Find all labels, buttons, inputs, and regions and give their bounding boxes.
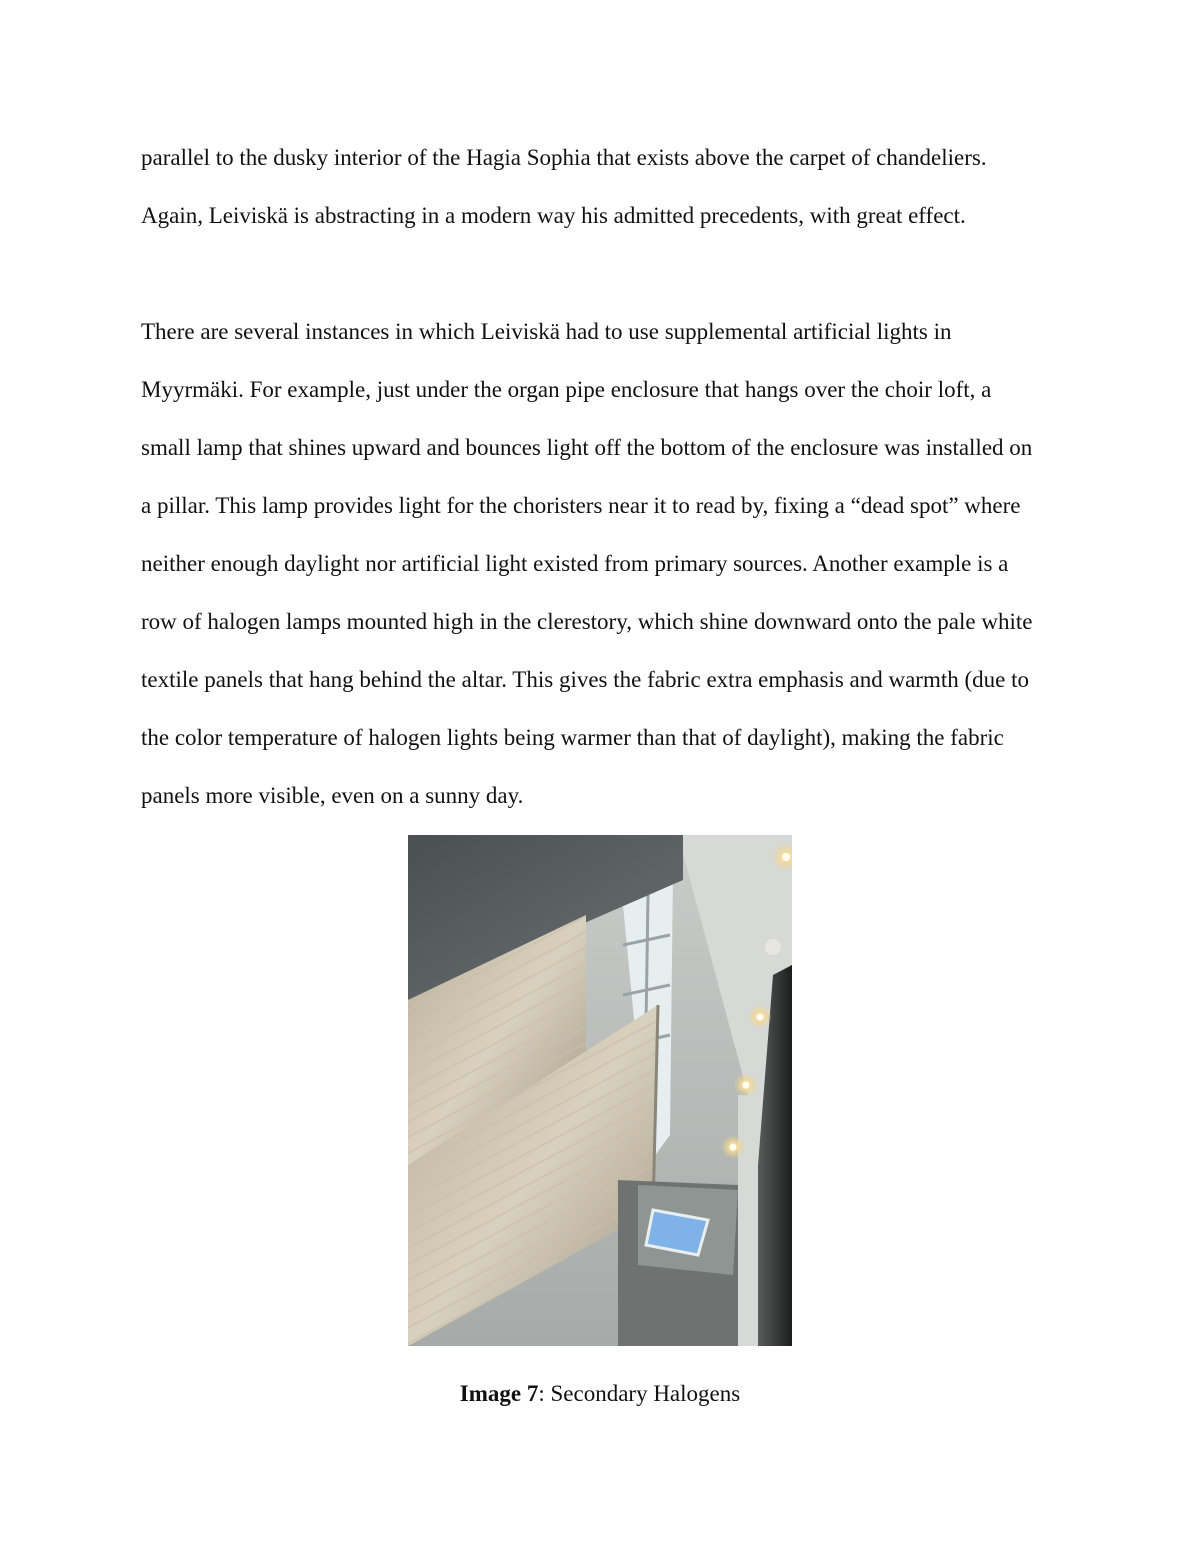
paragraph-2-line-5: neither enough daylight nor artificial light existed from primary sources. Another example is a xyxy=(141,551,1009,576)
paragraph-2-line-2: Myyrmäki. For example, just under the organ pipe enclosure that hangs over the choir loft, a xyxy=(141,377,992,402)
caption-separator: : xyxy=(538,1381,545,1406)
caption-text: Secondary Halogens xyxy=(544,1381,741,1406)
photo-illustration xyxy=(408,835,792,1346)
paragraph-2-line-8: the color temperature of halogen lights being warmer than that of daylight), making the fabric xyxy=(141,725,1004,750)
paragraph-1-line-2: Again, Leiviskä is abstracting in a modern way his admitted precedents, with great effect. xyxy=(141,203,966,228)
paragraph-2-line-3: small lamp that shines upward and bounces light off the bottom of the enclosure was installed on xyxy=(141,435,1033,460)
figure-caption xyxy=(0,1380,1200,1408)
paragraph-2-line-1: There are several instances in which Leiviskä had to use supplemental artificial lights in xyxy=(141,319,952,344)
paragraph-2-line-4: a pillar. This lamp provides light for the choristers near it to read by, fixing a “dead spot” where xyxy=(141,493,1021,518)
paragraph-2-line-9: panels more visible, even on a sunny day. xyxy=(141,783,524,808)
paragraph-2-line-7: textile panels that hang behind the altar. This gives the fabric extra emphasis and warmth (due to xyxy=(141,667,1030,692)
photo-secondary-halogens xyxy=(408,835,792,1346)
caption-label: Image 7 xyxy=(459,1381,539,1406)
paragraph-1-line-1: parallel to the dusky interior of the Hagia Sophia that exists above the carpet of chandeliers. xyxy=(141,145,987,170)
paragraph-2-line-6: row of halogen lamps mounted high in the clerestory, which shine downward onto the pale white xyxy=(141,609,1033,634)
